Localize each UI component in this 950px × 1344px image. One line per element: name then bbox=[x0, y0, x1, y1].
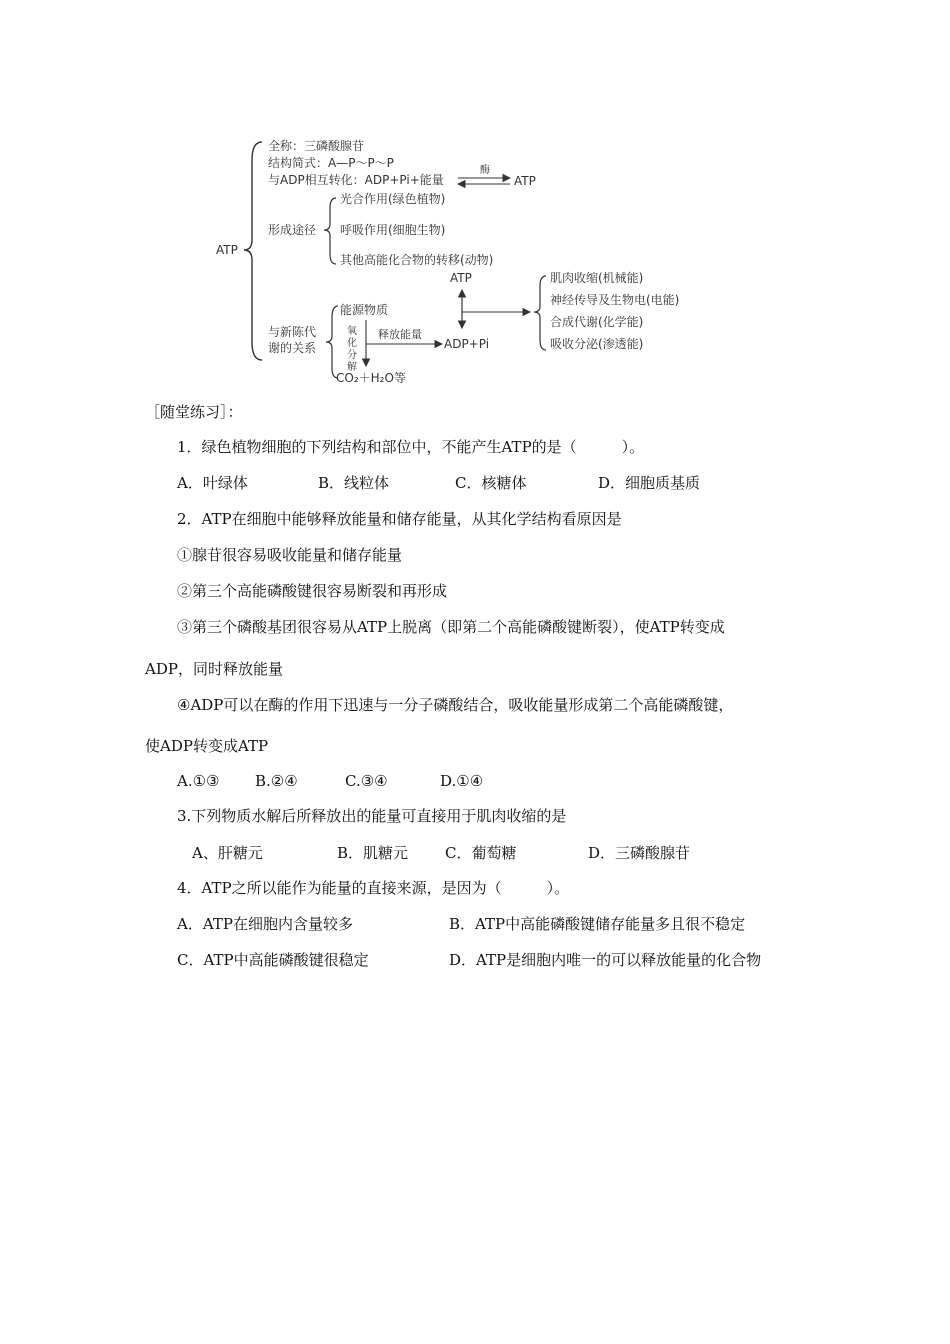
q3-option-d: D．三磷酸腺苷 bbox=[588, 844, 691, 862]
diagram-root-atp: ATP bbox=[216, 243, 238, 257]
q2-statement-4a: ④ADP可以在酶的作用下迅速与一分子磷酸结合，吸收能量形成第二个高能磷酸键， bbox=[177, 696, 734, 714]
practice-heading: ［随堂练习］： bbox=[145, 403, 243, 421]
q4-option-d: D．ATP是细胞内唯一的可以释放能量的化合物 bbox=[449, 951, 762, 969]
oxidation-char-2: 化 bbox=[347, 338, 357, 349]
formation-item-respiration: 呼吸作用(细胞生物) bbox=[340, 223, 446, 237]
diagram-structure: 结构简式：A—P～P～P bbox=[268, 156, 394, 170]
diagram-atp-top: ATP bbox=[450, 271, 472, 285]
formation-item-photosynthesis: 光合作用(绿色植物) bbox=[340, 192, 446, 206]
q3-stem: 3.下列物质水解后所释放出的能量可直接用于肌肉收缩的是 bbox=[177, 807, 567, 825]
use-nerve: 神经传导及生物电(电能) bbox=[550, 293, 680, 307]
q3-option-a: A、肝糖元 bbox=[192, 844, 263, 862]
diagram-enzyme: 酶 bbox=[480, 165, 490, 176]
q2-statement-3b: ADP，同时释放能量 bbox=[145, 660, 283, 678]
diagram-adp-pi: ADP+Pi bbox=[444, 337, 490, 351]
use-absorption: 吸收分泌(渗透能) bbox=[550, 337, 644, 351]
q2-statement-3a: ③第三个磷酸基团很容易从ATP上脱离（即第二个高能磷酸键断裂），使ATP转变成 bbox=[177, 618, 725, 636]
formation-item-transfer: 其他高能化合物的转移(动物) bbox=[340, 253, 494, 267]
oxidation-char-3: 分 bbox=[347, 350, 357, 361]
q4-option-b: B．ATP中高能磷酸键储存能量多且很不稳定 bbox=[449, 915, 746, 933]
q4-stem: 4．ATP之所以能作为能量的直接来源，是因为（ ）。 bbox=[177, 879, 570, 897]
q2-option-c: C.③④ bbox=[345, 772, 388, 790]
diagram-conversion-left: 与ADP相互转化：ADP+Pi+能量 bbox=[268, 173, 444, 187]
diagram-release-energy: 释放能量 bbox=[378, 328, 422, 341]
uses-brace bbox=[534, 276, 546, 350]
diagram-energy-source: 能源物质 bbox=[340, 303, 389, 317]
q2-statement-2: ②第三个高能磷酸键很容易断裂和再形成 bbox=[177, 582, 448, 600]
q3-option-c: C．葡萄糖 bbox=[445, 844, 517, 862]
q1-option-c: C．核糖体 bbox=[455, 474, 527, 492]
diagram-fullname: 全称：三磷酸腺苷 bbox=[268, 139, 365, 153]
q1-stem: 1．绿色植物细胞的下列结构和部位中，不能产生ATP的是（ ）。 bbox=[177, 438, 645, 456]
oxidation-char-4: 解 bbox=[347, 362, 357, 373]
q2-option-a: A.①③ bbox=[177, 772, 220, 790]
q2-stem: 2．ATP在细胞中能够释放能量和储存能量，从其化学结构看原因是 bbox=[177, 510, 622, 528]
diagram-metabolism-label-2: 谢的关系 bbox=[268, 341, 317, 355]
main-brace bbox=[244, 142, 262, 360]
use-muscle: 肌肉收缩(机械能) bbox=[550, 271, 644, 285]
formation-brace bbox=[324, 198, 336, 264]
q4-option-c: C．ATP中高能磷酸键很稳定 bbox=[177, 951, 369, 969]
diagram-metabolism-label-1: 与新陈代 bbox=[268, 325, 317, 339]
q2-option-d: D.①④ bbox=[440, 772, 484, 790]
diagram-conversion-right: ATP bbox=[514, 174, 536, 188]
atp-concept-diagram bbox=[210, 130, 710, 392]
oxidation-char-1: 氧 bbox=[347, 326, 357, 337]
q1-option-d: D．细胞质基质 bbox=[598, 474, 701, 492]
use-synthesis: 合成代谢(化学能) bbox=[550, 315, 644, 329]
metabolism-brace bbox=[326, 306, 338, 378]
q1-option-b: B．线粒体 bbox=[318, 474, 390, 492]
q2-option-b: B.②④ bbox=[255, 772, 298, 790]
q2-statement-4b: 使ADP转变成ATP bbox=[145, 737, 269, 755]
diagram-products: CO₂＋H₂O等 bbox=[336, 371, 406, 385]
q1-option-a: A．叶绿体 bbox=[177, 474, 248, 492]
q3-option-b: B．肌糖元 bbox=[337, 844, 409, 862]
q4-option-a: A．ATP在细胞内含量较多 bbox=[177, 915, 353, 933]
diagram-formation-label: 形成途径 bbox=[268, 223, 317, 237]
q2-statement-1: ①腺苷很容易吸收能量和储存能量 bbox=[177, 546, 403, 564]
